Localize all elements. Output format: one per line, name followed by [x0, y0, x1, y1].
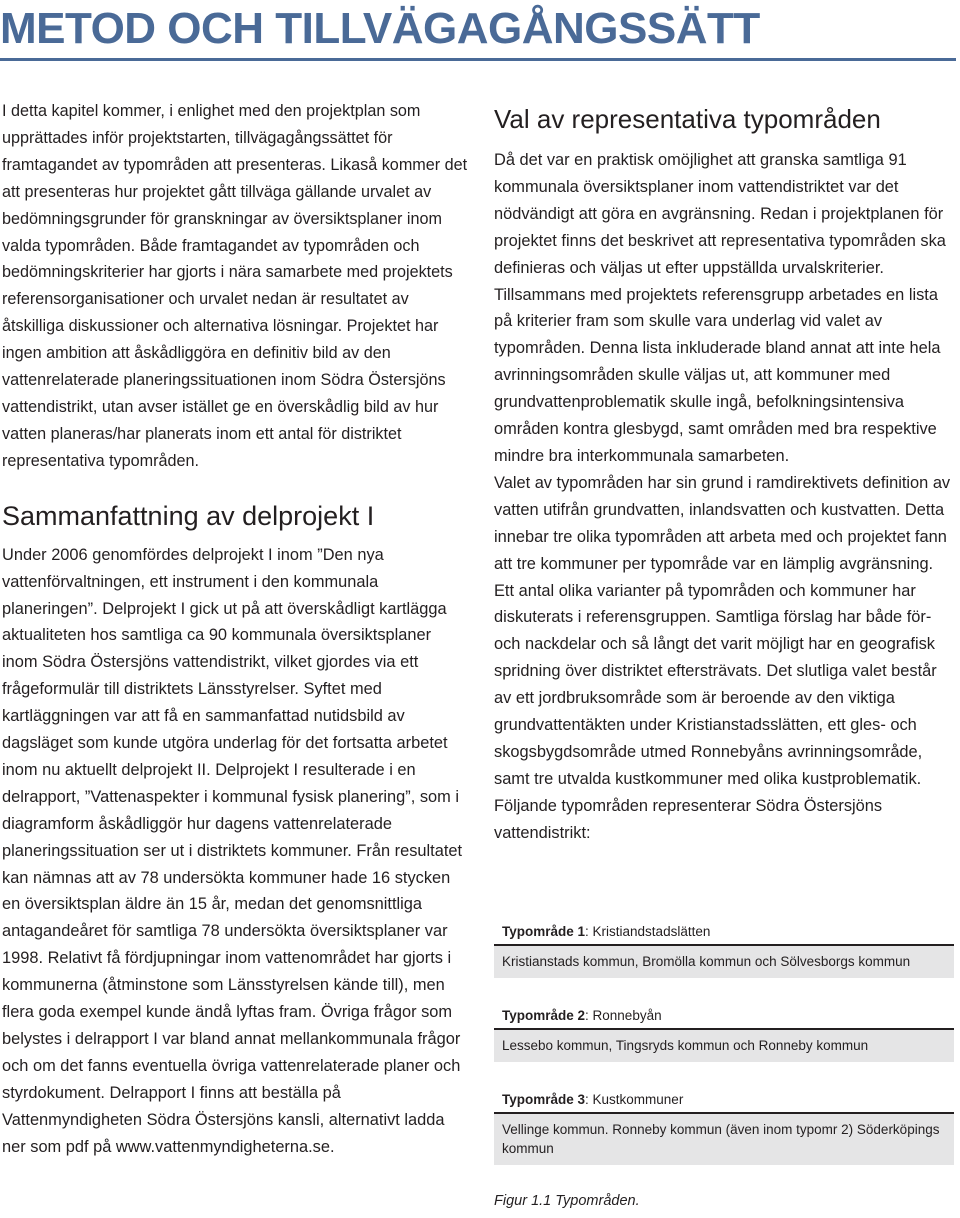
- typomrade-municipalities: Lessebo kommun, Tingsryds kommun och Ronneby kommun: [494, 1030, 954, 1062]
- typomrade-municipalities: Vellinge kommun. Ronneby kommun (även inom typomr 2) Söderköpings kommun: [494, 1114, 954, 1165]
- summary-paragraph: Under 2006 genomfördes delprojekt I inom ”Den nya vattenförvaltningen, ett instrument i den kommunala planeringen”. Delprojekt I gick ut på att överskådligt kartlägga aktualiteten hos samtliga ca 90 kommunala översiktsplaner inom Södra Östersjöns vattendistrikt, vilket gjordes via ett frågeformulär till distriktets Länsstyrelser. Syftet med kartläggningen var att få en sammanfattad nutidsbild av dagsläget som kunde utgöra underlag för det fortsatta arbetet inom nu aktuellt delprojekt II. Delprojekt I resulterade i en delrapport, ”Vattenaspekter i kommunal fysisk planering”, som i diagramform åskådliggör hur dagens vattenrelaterade planeringssituation ser ut i distriktets kommuner. Från resultatet kan nämnas att av 78 undersökta kommuner hade 16 stycken en översiktsplan äldre än 15 år, medan det genomsnittliga antagandeåret för samtliga 78 undersökta översiktsplaner var 1998. Relativt få fördjupningar inom vattenområdet har gjorts i kommunerna (åtminstone som Länsstyrelsen kände till), men flera goda exempel kunde ändå lyftas fram. Övriga frågor som belystes i delrapport I var bland annat mellankommunala frågor och om det fanns eventuella övriga vattenrelaterade planer och styrdokument. Delrapport I finns att beställa på Vattenmyndigheten Södra Östersjöns kansli, alternativt ladda ner som pdf på www.vattenmyndigheterna.se.: [2, 545, 463, 1156]
- typomrade-label: Typområde 3: [502, 1092, 586, 1107]
- typomrade-label: Typområde 1: [502, 924, 586, 939]
- typomrade-name: : Kustkommuner: [585, 1092, 684, 1107]
- title-rule: [0, 58, 956, 61]
- left-column: [2, 98, 470, 1161]
- typomraden-figure: [494, 922, 954, 1193]
- typomrade-block: [494, 1090, 954, 1165]
- figure-caption: Figur 1.1 Typområden.: [494, 1193, 640, 1209]
- intro-paragraph: I detta kapitel kommer, i enlighet med den projektplan som upprättades inför projektstarten, tillvägagångssättet för framtagandet av typområden att presenteras. Likaså kommer det att presenteras hur projektet gått tillväga gällande urvalet av bedömningsgrunder för granskningar av översiktsplaner inom valda typområden. Både framtagandet av typområden och bedömningskriterier har gjorts i nära samarbete med projektets referensorganisationer och urvalet nedan är resultatet av åtskilliga diskussioner och alternativa lösningar. Projektet har ingen ambition att åskådliggöra en definitiv bild av den vattenrelaterade planeringssituationen inom Södra Östersjöns vattendistrikt, utan avser istället ge en överskådlig bild av hur vatten planeras/har planerats inom ett antal för distriktet representativa typområden.: [2, 102, 468, 470]
- selection-paragraph-1: Då det var en praktisk omöjlighet att granska samtliga 91 kommunala översiktsplaner inom vattendistriktet var det nödvändigt att göra en avgränsning. Redan i projektplanen för projektet finns det beskrivet att representativa typområden ska definieras och väljas ut efter uppställda urvalskriterier. Tillsammans med projektets referensgrupp arbetades en lista på kriterier fram som skulle vara underlag vid valet av typområden. Denna lista inkluderade bland annat att inte hela avrinningsområden skulle väljas ut, att kommuner med grundvattenproblematik skulle ingå, befolkningsintensiva områden kontra glesbygd, samt områden med bra respektive mindre bra interkommunala samarbeten.: [494, 151, 946, 465]
- typomrade-label: Typområde 2: [502, 1008, 586, 1023]
- typomrade-name: : Ronnebyån: [585, 1008, 662, 1023]
- typomrade-municipalities: Kristianstads kommun, Bromölla kommun och Sölvesborgs kommun: [494, 946, 954, 978]
- typomrade-block: [494, 922, 954, 978]
- typomrade-block: [494, 1006, 954, 1062]
- selection-paragraph-2: Valet av typområden har sin grund i ramdirektivets definition av vatten utifrån grundvatten, inlandsvatten och kustvatten. Detta innebar tre olika typområden att arbeta med och projektet fann att tre kommuner per typområde var en lämplig avgränsning. Ett antal olika varianter på typområden och kommuner har diskuterats i referensgruppen. Samtliga förslag har både för- och nackdelar och så långt det varit möjligt har en geografisk spridning över distriktet eftersträvats. Det slutliga valet består av ett jordbruksområde som är beroende av den viktiga grundvattentäkten under Kristianstadsslätten, ett gles- och skogsbygdsområde utmed Ronnebyåns avrinningsområde, samt tre utvalda kustkommuner med olika kustproblematik. Följande typområden representerar Södra Östersjöns vattendistrikt:: [494, 473, 951, 842]
- typomrade-name: : Kristiandstadslätten: [585, 924, 711, 939]
- selection-heading: Val av representativa typområden: [494, 104, 881, 134]
- summary-heading: Sammanfattning av delprojekt I: [2, 500, 375, 531]
- page-title: METOD OCH TILLVÄGAGÅNGSSÄTT: [0, 4, 760, 53]
- typomrade-header: [494, 922, 954, 946]
- typomrade-header: [494, 1006, 954, 1030]
- right-column: [494, 104, 956, 847]
- typomrade-header: [494, 1090, 954, 1114]
